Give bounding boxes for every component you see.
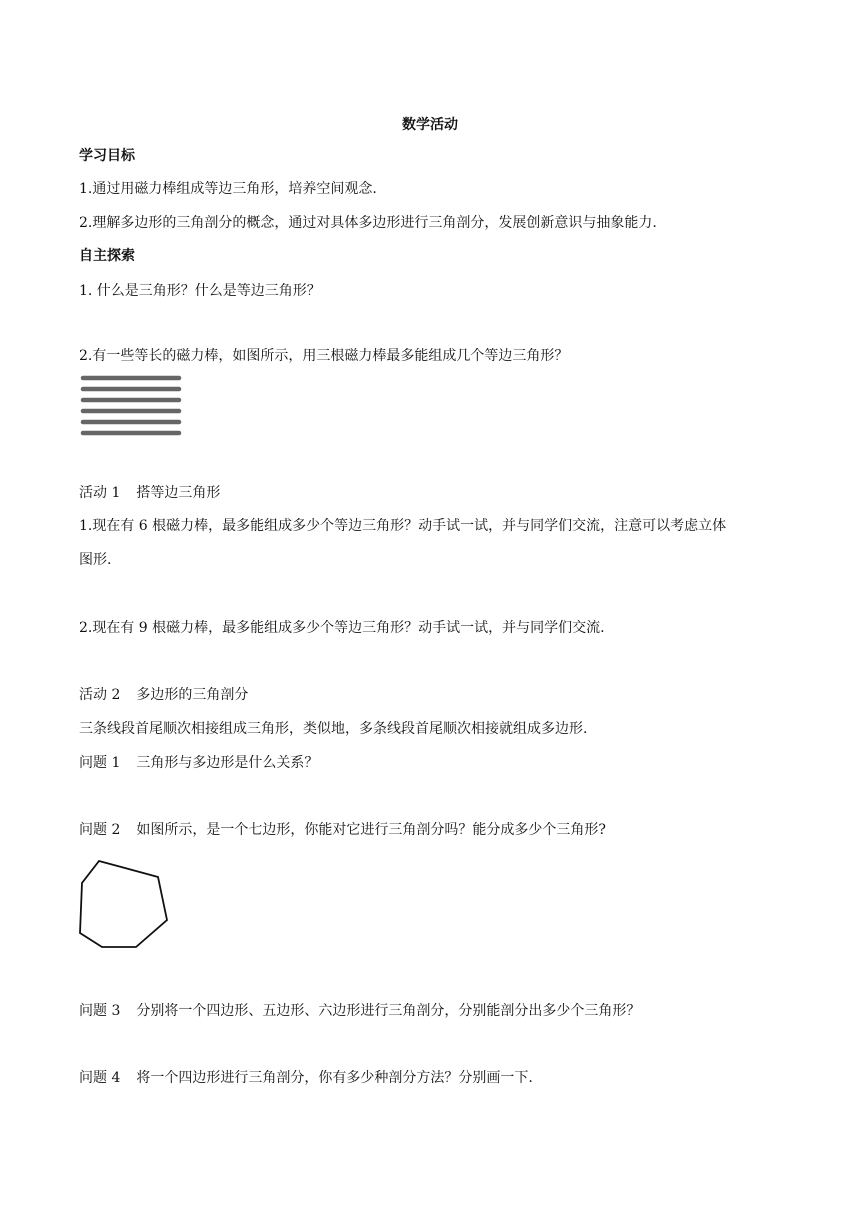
problem-1-text: 三角形与多边形是什么关系？: [136, 755, 319, 771]
problem-2-label: 问题 2: [79, 822, 121, 838]
problem-4-label: 问题 4: [79, 1070, 121, 1086]
magnetic-sticks-figure: [79, 373, 183, 443]
goals-heading: 学习目标: [79, 148, 135, 164]
problem-1-label: 问题 1: [79, 755, 121, 771]
problem-4-text: 将一个四边形进行三角剖分，你有多少种剖分方法？分别画一下.: [136, 1070, 533, 1086]
problem-2-text: 如图所示，是一个七边形，你能对它进行三角剖分吗？能分成多少个三角形?: [136, 822, 606, 838]
explore-question-1: 1. 什么是三角形？什么是等边三角形？: [79, 283, 321, 299]
problem-3-label: 问题 3: [79, 1003, 121, 1019]
problem-2: [79, 821, 606, 839]
activity-1-question-2: 2.现在有 9 根磁力棒，最多能组成多少个等边三角形？动手试一试，并与同学们交流.: [79, 620, 605, 636]
problem-1: [79, 754, 318, 772]
activity-1-header: [79, 484, 220, 502]
activity-2-title: 多边形的三角剖分: [136, 687, 249, 703]
goal-item-1: 1.通过用磁力棒组成等边三角形，培养空间观念.: [79, 181, 377, 197]
explore-heading: 自主探索: [79, 248, 135, 264]
activity-1-title: 搭等边三角形: [136, 485, 221, 501]
activity-1-question-1-line-1: 1.现在有 6 根磁力棒，最多能组成多少个等边三角形？动手试一试，并与同学们交流，注意可以考虑立体: [79, 518, 727, 534]
heptagon-shape: [80, 861, 167, 947]
activity-1-label: 活动 1: [79, 485, 121, 501]
goal-item-2: 2.理解多边形的三角剖分的概念，通过对具体多边形进行三角剖分，发展创新意识与抽象能力.: [79, 215, 657, 231]
activity-2-label: 活动 2: [79, 687, 121, 703]
problem-3: [79, 1002, 640, 1020]
problem-3-text: 分别将一个四边形、五边形、六边形进行三角剖分，分别能剖分出多少个三角形？: [136, 1003, 641, 1019]
activity-2-header: [79, 686, 248, 704]
page-title: 数学活动: [402, 117, 458, 133]
activity-1-question-1-line-2: 图形.: [79, 552, 112, 568]
heptagon-figure: [76, 857, 172, 951]
explore-question-2: 2.有一些等长的磁力棒，如图所示，用三根磁力棒最多能组成几个等边三角形？: [79, 348, 569, 364]
activity-2-intro: 三条线段首尾顺次相接组成三角形，类似地，多条线段首尾顺次相接就组成多边形.: [79, 721, 588, 737]
problem-4: [79, 1069, 533, 1087]
